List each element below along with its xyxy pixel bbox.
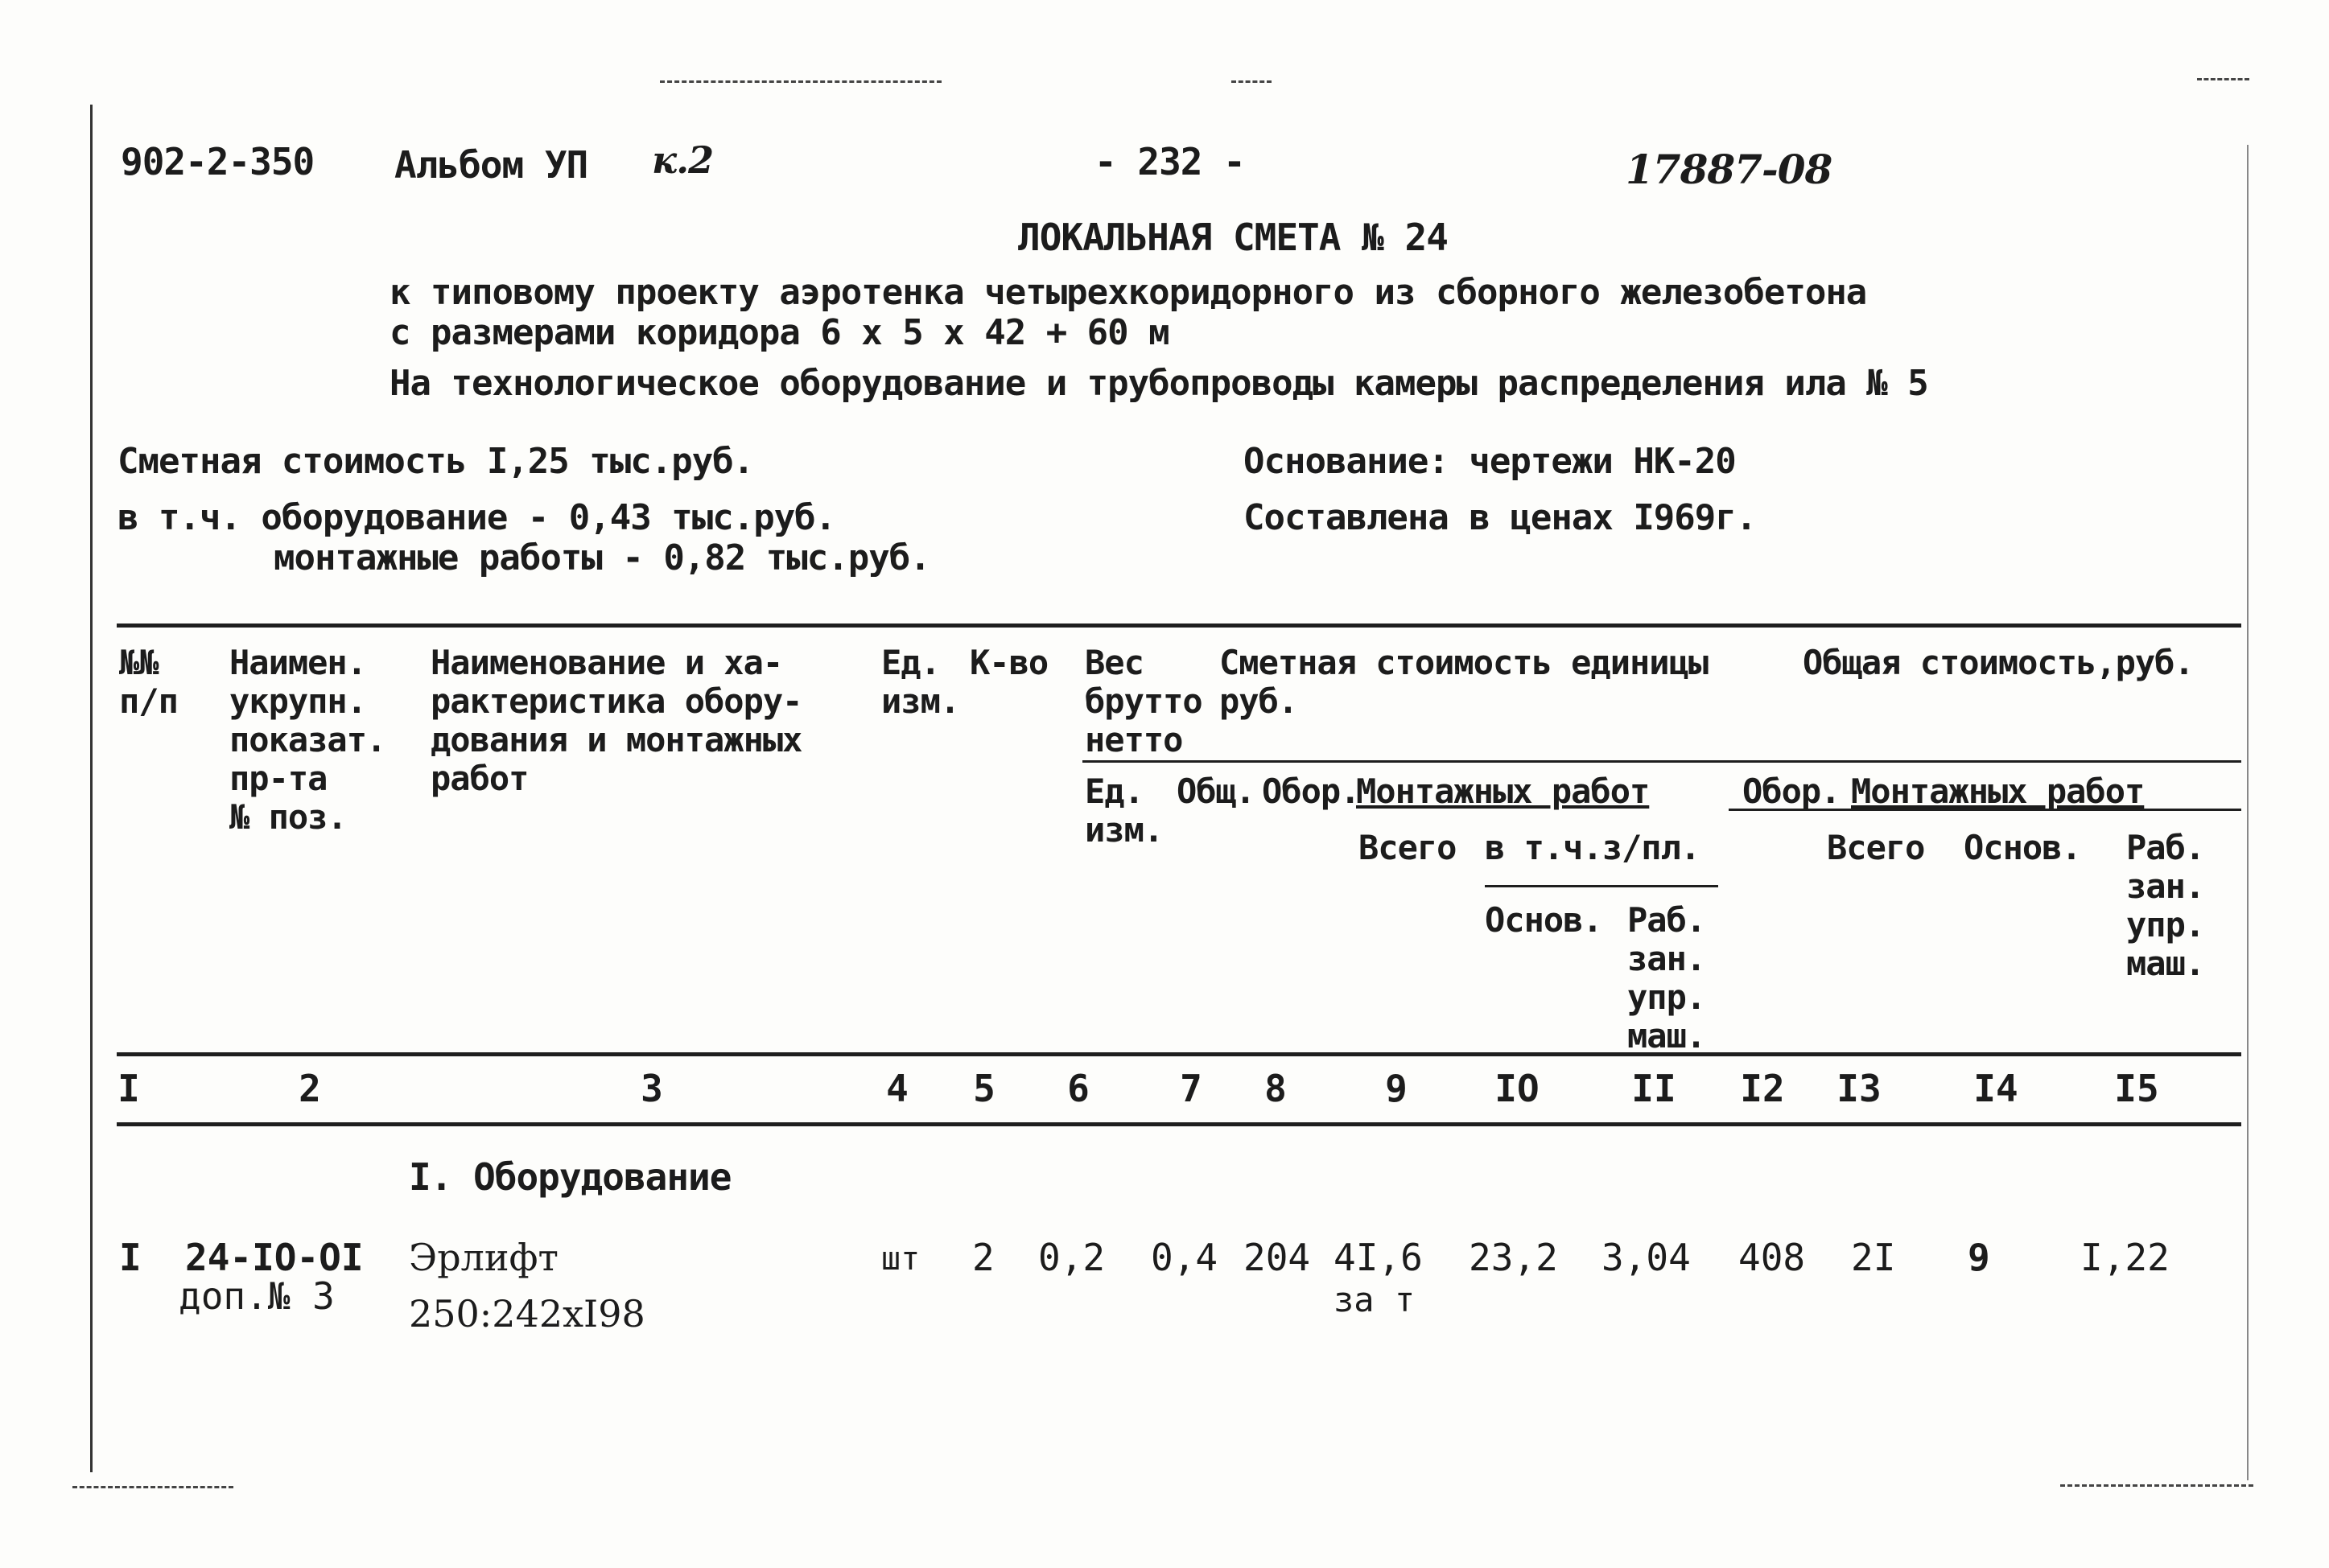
row-unit-machine: 3,04 — [1601, 1236, 1691, 1279]
col-name-header: Наименование и ха- рактеристика обору- дования и монтажных работ — [431, 643, 802, 798]
row-code: 24-IO-OI — [185, 1236, 364, 1279]
unit-installation-header: Монтажных работ — [1356, 772, 1650, 811]
col-num-11: II — [1631, 1067, 1676, 1110]
cost-equipment: в т.ч. оборудование - 0,43 тыс.руб. — [117, 497, 836, 538]
row-gross: 0,2 — [1038, 1236, 1106, 1279]
row-name: Эрлифт — [409, 1236, 559, 1279]
col-weight-header: Вес брутто нетто — [1085, 643, 1202, 759]
unit-uom-header: Ед. изм. — [1085, 772, 1164, 850]
col-num-10: IO — [1494, 1067, 1540, 1110]
page-number: - 232 - — [1094, 140, 1245, 183]
unit-equipment-header: Обор. — [1262, 772, 1360, 811]
table-top-rule — [117, 623, 2241, 628]
section-heading: I. Оборудование — [409, 1155, 732, 1199]
price-level: Составлена в ценах I969г. — [1243, 497, 1757, 538]
row-qty: 2 — [972, 1236, 995, 1279]
row-name-size: 250:242хI98 — [409, 1292, 645, 1335]
col-num-13: I3 — [1836, 1067, 1882, 1110]
unit-base-header: Основ. — [1485, 900, 1602, 940]
inventory-number: 17887-08 — [1626, 146, 1832, 193]
col-num-7: 7 — [1180, 1067, 1202, 1110]
col-unit-header: Ед. изм. — [881, 643, 960, 721]
right-border — [2247, 145, 2249, 1480]
row-code-suffix: доп.№ 3 — [179, 1274, 335, 1318]
install-subrule — [1485, 885, 1718, 887]
estimate-heading: ЛОКАЛЬНАЯ СМЕТА № 24 — [1018, 216, 1448, 259]
title-line-1: к типовому проекту аэротенка четырехкоридорного из сборного железобетона — [390, 272, 1867, 313]
top-dash-2 — [1231, 80, 1272, 85]
row-unit-all: 4I,6 — [1334, 1236, 1423, 1279]
header-bottom-rule — [117, 1052, 2241, 1056]
title-line-2: с размерами коридора 6 х 5 х 42 + 60 м — [390, 312, 1169, 353]
col-num-2: 2 — [299, 1067, 321, 1110]
total-cost-header: Общая стоимость,руб. — [1803, 643, 2194, 682]
row-total-equipment: 408 — [1738, 1236, 1806, 1279]
col-num-14: I4 — [1973, 1067, 2018, 1110]
top-right-dash — [2197, 78, 2249, 83]
top-dash — [660, 80, 942, 85]
numbers-bottom-rule — [117, 1122, 2241, 1126]
col-number-header: №№ п/п — [119, 643, 178, 721]
basis: Основание: чертежи НК-20 — [1243, 441, 1736, 482]
row-unit-equipment: 204 — [1243, 1236, 1311, 1279]
unit-cost-header: Сметная стоимость единицы руб. — [1219, 643, 1709, 721]
bottom-left-dash — [72, 1486, 233, 1491]
col-code-header: Наимен. укрупн. показат. пр-та № поз. — [229, 643, 386, 837]
row-unit-base: 23,2 — [1469, 1236, 1558, 1279]
unit-machine-header: Раб. зан. упр. маш. — [1627, 900, 1706, 1056]
album-label: Альбом УП — [394, 143, 588, 187]
total-machine-header: Раб. зан. упр. маш. — [2126, 828, 2205, 983]
row-total-all: 2I — [1851, 1236, 1896, 1279]
col-num-15: I5 — [2114, 1067, 2159, 1110]
unit-wages-header: в т.ч.з/пл. — [1485, 828, 1700, 867]
header-split-rule — [1082, 760, 2241, 763]
col-num-3: 3 — [641, 1067, 663, 1110]
col-num-1: I — [117, 1067, 140, 1110]
total-all-header: Всего — [1827, 828, 1925, 867]
row-number: I — [119, 1236, 142, 1279]
col-num-12: I2 — [1740, 1067, 1785, 1110]
col-num-6: 6 — [1067, 1067, 1090, 1110]
row-net: 0,4 — [1151, 1236, 1218, 1279]
row-unit: шт — [881, 1241, 921, 1278]
total-equipment-header: Обор. — [1742, 772, 1841, 811]
row-total-machine: I,22 — [2080, 1236, 2170, 1279]
row-total-base: 9 — [1968, 1236, 1990, 1279]
series-code: 902-2-350 — [121, 140, 315, 183]
unit-total-header: Общ. — [1177, 772, 1255, 811]
total-installation-header: Монтажных работ — [1851, 772, 2145, 811]
col-num-4: 4 — [886, 1067, 909, 1110]
total-base-header: Основ. — [1964, 828, 2081, 867]
estimated-cost: Сметная стоимость I,25 тыс.руб. — [117, 441, 754, 482]
title-line-3: На технологическое оборудование и трубопроводы камеры распределения ила № 5 — [390, 363, 1928, 404]
book-label: к.2 — [652, 138, 714, 182]
col-num-9: 9 — [1385, 1067, 1408, 1110]
cost-installation: монтажные работы - 0,82 тыс.руб. — [274, 537, 930, 578]
bottom-right-dash — [2060, 1484, 2253, 1489]
col-qty-header: К-во — [970, 643, 1049, 682]
unit-all-header: Всего — [1358, 828, 1457, 867]
col-num-8: 8 — [1264, 1067, 1287, 1110]
left-border — [90, 105, 93, 1472]
row-unit-all-note: за т — [1334, 1280, 1416, 1319]
col-num-5: 5 — [973, 1067, 995, 1110]
